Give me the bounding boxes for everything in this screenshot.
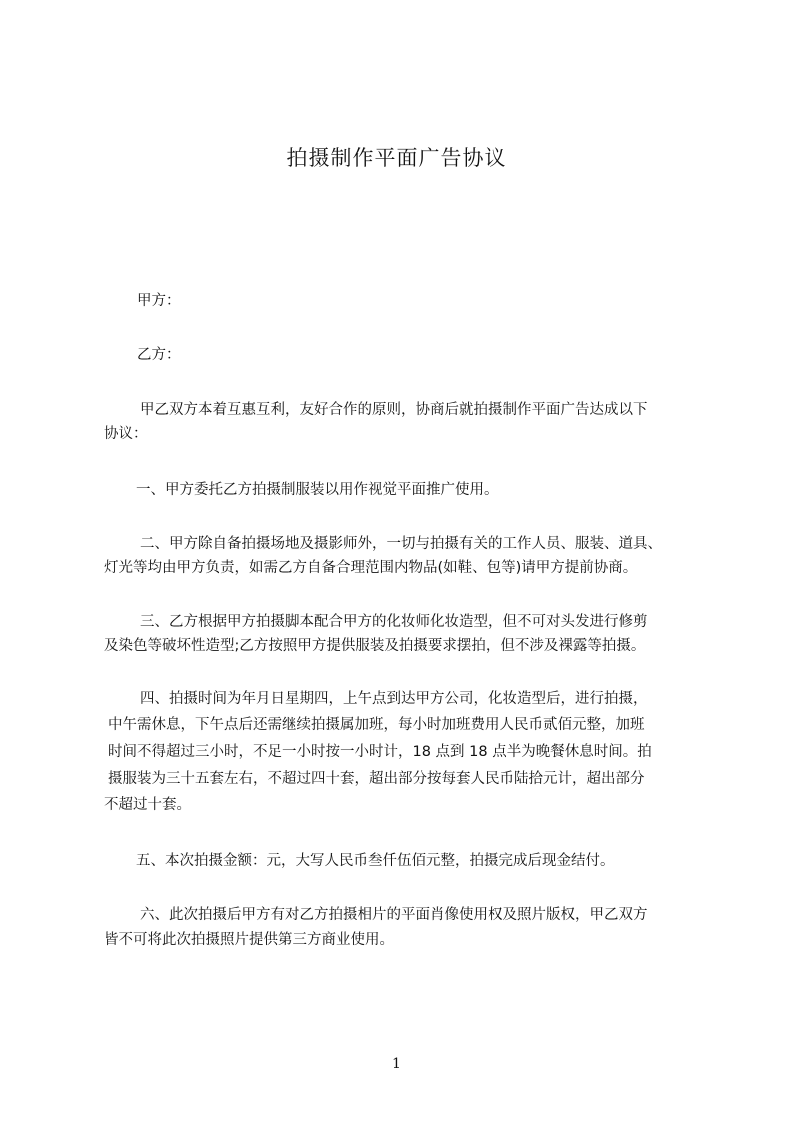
clause-2-line-1: 二、甲方除自备拍摄场地及摄影师外，一切与拍摄有关的工作人员、服装、道具、 — [140, 536, 662, 552]
page-number: 1 — [392, 1056, 401, 1072]
clause-5-line-1: 五、本次拍摄金额：元，大写人民币叁仟伍佰元整，拍摄完成后现金结付。 — [136, 853, 615, 869]
party-a-label: 甲方： — [137, 293, 181, 309]
clause-4-line-5: 不超过十套。 — [104, 797, 191, 813]
party-b-label: 乙方： — [137, 347, 181, 363]
clause-4-line-2: 中午需休息，下午点后还需继续拍摄属加班，每小时加班费用人民币贰佰元整，加班 — [108, 717, 645, 733]
clause-4-line-3: 时间不得超过三小时，不足一小时按一小时计，18 点到 18 点半为晚餐休息时间。拍 — [108, 744, 652, 760]
clause-6-line-2: 皆不可将此次拍摄照片提供第三方商业使用。 — [104, 932, 394, 948]
intro-line-1: 甲乙双方本着互惠互利，友好合作的原则，协商后就拍摄制作平面广告达成以下 — [140, 402, 648, 418]
clause-1-line-1: 一、甲方委托乙方拍摄制服装以用作视觉平面推广使用。 — [136, 482, 499, 498]
clause-6-line-1: 六、此次拍摄后甲方有对乙方拍摄相片的平面肖像使用权及照片版权，甲乙双方 — [140, 907, 648, 923]
clause-3-line-2: 及染色等破坏性造型;乙方按照甲方提供服装及拍摄要求摆拍，但不涉及裸露等拍摄。 — [104, 638, 646, 654]
clause-4-line-1: 四、拍摄时间为年月日星期四，上午点到达甲方公司，化妆造型后，进行拍摄， — [140, 691, 648, 707]
intro-line-2: 协议： — [104, 426, 148, 442]
clause-2-line-2: 灯光等均由甲方负责，如需乙方自备合理范围内物品(如鞋、包等)请甲方提前协商。 — [104, 560, 638, 576]
clause-4-line-4: 摄服装为三十五套左右，不超过四十套，超出部分按每套人民币陆拾元计，超出部分 — [108, 771, 645, 787]
document-title: 拍摄制作平面广告协议 — [286, 146, 507, 170]
clause-3-line-1: 三、乙方根据甲方拍摄脚本配合甲方的化妆师化妆造型，但不可对头发进行修剪 — [140, 614, 648, 630]
